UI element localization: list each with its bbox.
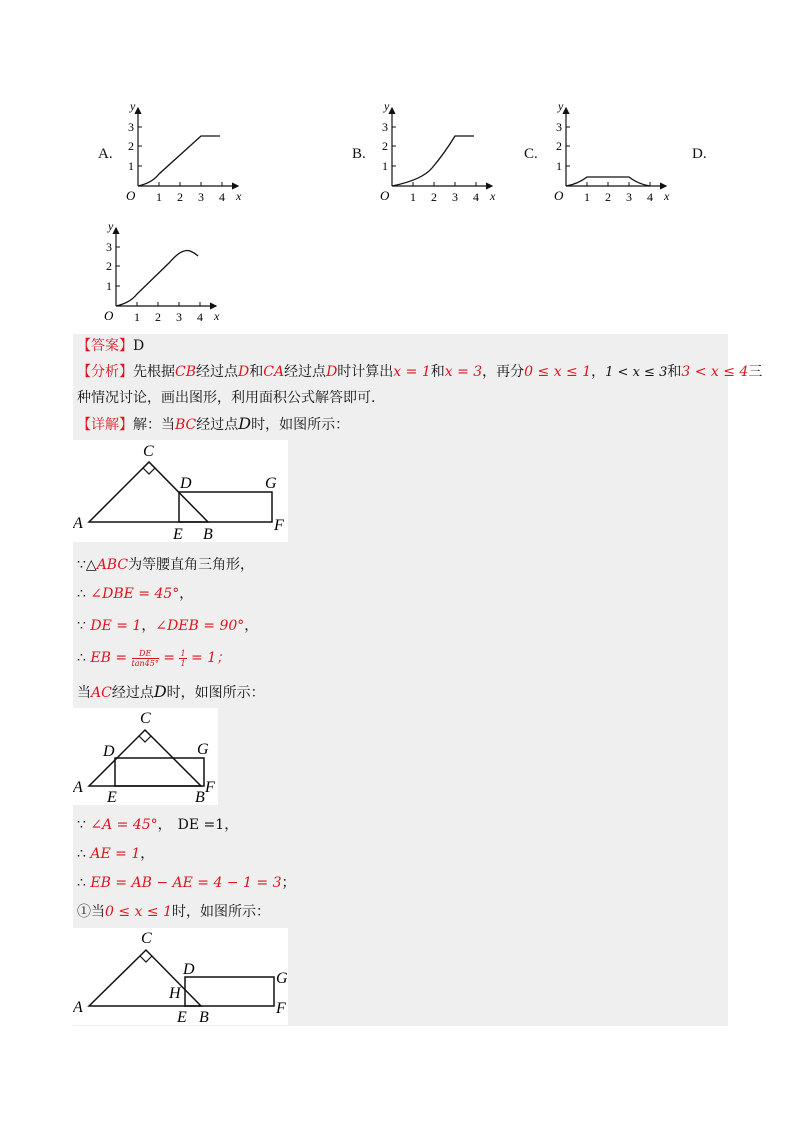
x-tick: 1 [410,190,416,204]
graph-c [546,98,676,208]
y-tick: 2 [556,139,562,153]
x-axis-label: x [214,309,220,323]
x-tick: 1 [134,310,140,324]
option-b-label: B. [352,146,366,162]
svg-text:A: A [73,999,83,1016]
answer-panel [73,334,728,1026]
y-tick: 3 [106,240,112,254]
step-2: ∴ ∠DBE = 45°， [77,586,194,602]
answer-tag: 【答案】 [77,338,133,354]
graph-a [118,98,248,208]
y-tick: 2 [106,259,112,273]
y-tick: 3 [556,120,562,134]
detail-line: 【详解】解：当BC经过点D时，如图所示： [77,414,350,433]
svg-text:D: D [180,475,192,492]
svg-text:G: G [197,741,209,758]
y-axis-label: y [558,99,564,113]
origin-label: O [126,188,136,203]
svg-text:F: F [205,779,215,796]
x-axis-label: x [664,189,670,203]
svg-text:C: C [140,710,151,727]
x-tick: 1 [584,190,590,204]
svg-text:G: G [265,475,277,492]
figure-case-1 [73,928,288,1025]
analysis-line-1: 【分析】先根据CB经过点D和CA经过点D时计算出x = 1和x = 3，再分0 ≤ x ≤ 1，1 < x ≤ 3和3 < x ≤ 4三 [77,364,763,380]
x-tick: 4 [647,190,653,204]
svg-text:A: A [73,515,83,532]
x-axis-label: x [490,189,496,203]
y-axis-label: y [130,99,136,113]
step-8: ∴ EB = AB − AE = 4 − 1 = 3； [77,875,296,891]
y-tick: 2 [128,139,134,153]
svg-text:D: D [103,743,115,760]
svg-text:B: B [203,526,213,542]
option-a-label: A. [98,146,113,162]
origin-label: O [380,188,390,203]
svg-text:B: B [195,789,205,805]
option-d-label: D. [692,146,707,162]
y-axis-label: y [108,219,114,233]
step-1: ∵△ABC为等腰直角三角形， [77,557,255,573]
svg-text:D: D [183,961,195,978]
svg-text:C: C [141,930,152,947]
figure-ac-through-d [73,708,218,805]
svg-text:B: B [199,1009,209,1025]
y-tick: 2 [382,139,388,153]
x-tick: 3 [176,310,182,324]
y-tick: 3 [128,120,134,134]
x-axis-label: x [236,189,242,203]
x-tick: 2 [177,190,183,204]
origin-label: O [554,188,564,203]
graph-d [96,218,226,328]
y-tick: 1 [382,159,388,173]
y-tick: 1 [128,159,134,173]
svg-text:G: G [276,970,288,987]
origin-label: O [104,308,114,323]
figure-bc-through-d [73,440,288,542]
y-tick: 3 [382,120,388,134]
svg-text:E: E [107,789,117,805]
svg-text:H: H [169,985,181,1002]
x-tick: 2 [431,190,437,204]
svg-text:C: C [143,443,154,460]
x-tick: 2 [155,310,161,324]
step-3: ∵ DE = 1，∠DEB = 90°， [77,618,259,634]
x-tick: 4 [197,310,203,324]
graph-b [372,98,502,208]
svg-text:E: E [177,1009,187,1025]
step-6: ∵ ∠A = 45°， DE =1， [77,817,239,833]
svg-text:A: A [73,779,83,796]
x-tick: 3 [452,190,458,204]
x-tick: 4 [473,190,479,204]
y-axis-label: y [384,99,390,113]
x-tick: 2 [605,190,611,204]
svg-text:F: F [274,517,284,534]
x-tick: 1 [156,190,162,204]
step-4: ∴ EB = $\frac{DE}{\tan 45^\circ}$ = $\frac{1}{1}$ = 1； [77,648,231,668]
x-tick: 3 [626,190,632,204]
step-7: ∴ AE = 1， [77,846,155,862]
answer-value: D [133,338,145,354]
svg-text:F: F [276,1000,286,1017]
step-5: 当AC经过点D时，如图所示： [77,682,265,701]
analysis-line-2: 种情况讨论，画出图形，利用面积公式解答即可. [77,390,376,406]
svg-text:E: E [173,526,183,542]
step-9: ①当0 ≤ x ≤ 1时，如图所示： [77,904,270,920]
answer-line [77,336,144,356]
x-tick: 3 [198,190,204,204]
option-c-label: C. [524,146,538,162]
y-tick: 1 [106,279,112,293]
x-tick: 4 [219,190,225,204]
y-tick: 1 [556,159,562,173]
